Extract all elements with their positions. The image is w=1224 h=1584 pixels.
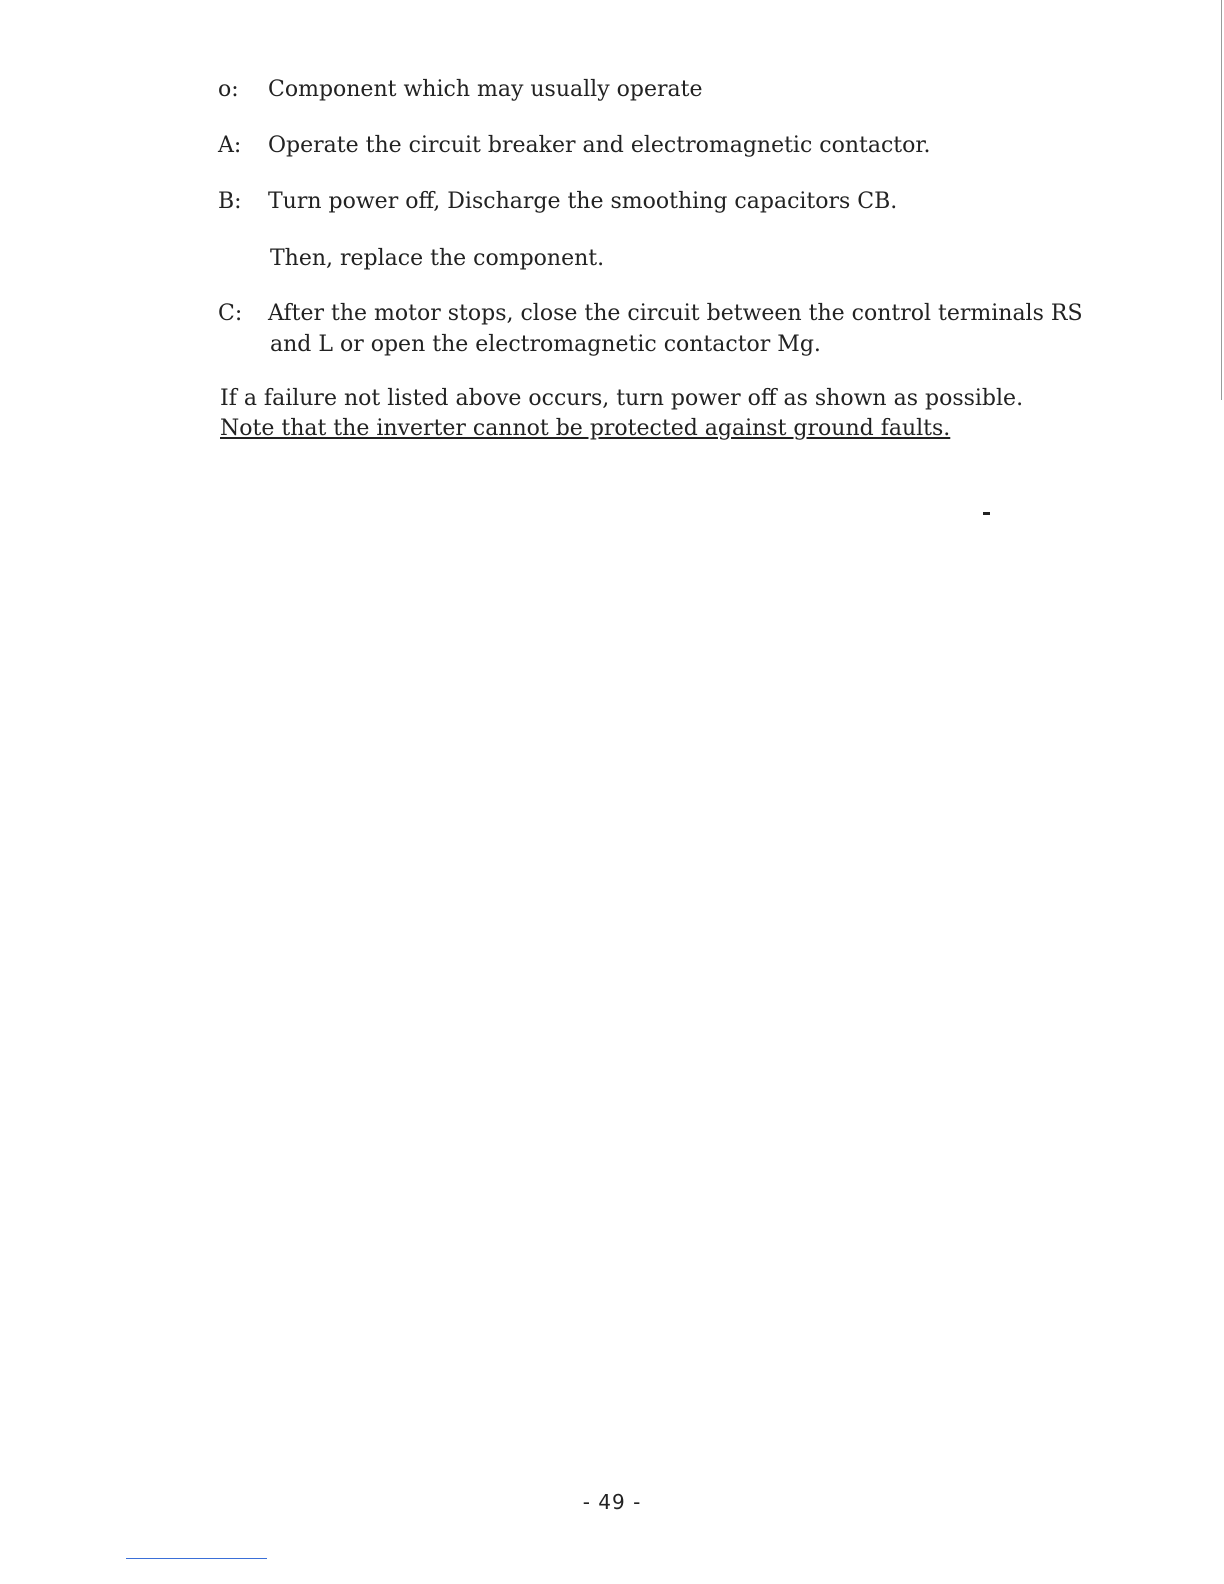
legend-text: Component which may usually operate <box>268 77 703 102</box>
legend-text: After the motor stops, close the circuit between the control terminals RS <box>268 301 1083 326</box>
legend-key: o: <box>218 77 239 102</box>
note-underlined-text: Note that the inverter cannot be protected against ground faults. <box>220 416 951 441</box>
legend-item-c <box>218 298 1083 330</box>
legend-c-continuation: and L or open the electromagnetic contactor Mg. <box>270 332 821 357</box>
failure-note <box>220 384 1080 444</box>
legend-item-a <box>218 130 930 162</box>
legend-text: Turn power off, Discharge the smoothing capacitors CB. <box>268 189 898 214</box>
legend-text: Operate the circuit breaker and electromagnetic contactor. <box>268 133 931 158</box>
footer-blue-line <box>126 1558 267 1559</box>
legend-b-continuation: Then, replace the component. <box>270 246 605 271</box>
page-number: - 49 - <box>582 1490 642 1514</box>
legend-key: A: <box>218 133 242 158</box>
stray-dash-mark <box>983 512 990 515</box>
scan-edge-line <box>1221 0 1222 400</box>
note-text: If a failure not listed above occurs, turn power off as shown as possible. <box>220 386 1024 411</box>
legend-key: C: <box>218 301 243 326</box>
legend-item-b <box>218 186 897 218</box>
legend-item-o <box>218 74 702 106</box>
legend-key: B: <box>218 189 242 214</box>
